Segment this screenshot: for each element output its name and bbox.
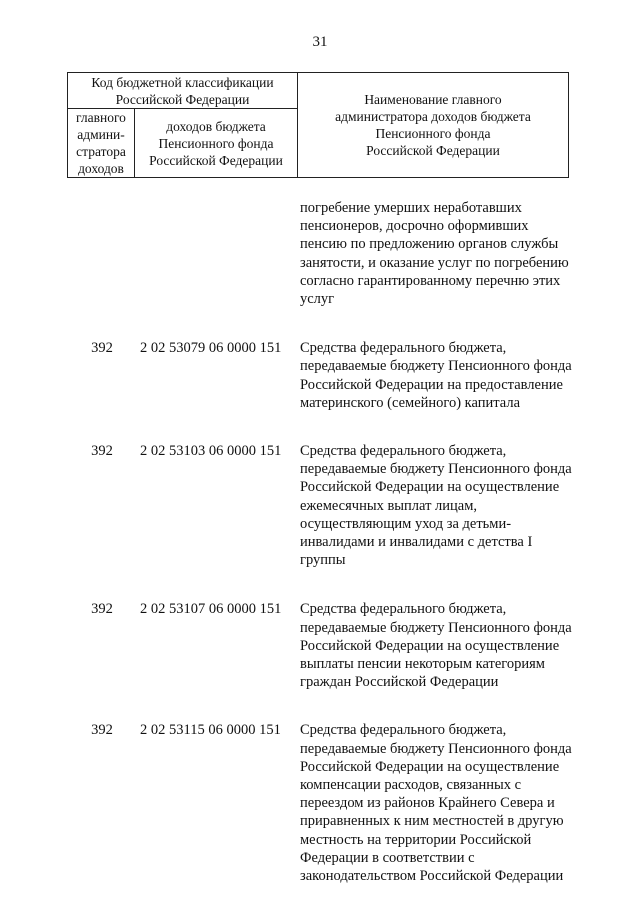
table-row <box>0 199 640 308</box>
admin-code: 392 <box>91 601 113 618</box>
admin-code: 392 <box>91 443 113 460</box>
header-table <box>67 72 569 178</box>
table-row <box>0 600 640 691</box>
row-name: Средства федерального бюджета, передаваемые бюджету Пенсионного фонда Российской Федерации на осуществление ежемесячных выплат лицам, осуществляющим уход за детьми- инвалидами и инвалидами с детства I группы <box>300 443 572 569</box>
header-col-name: Наименование главного администратора доходов бюджета Пенсионного фонда Российской Федерации <box>298 73 569 178</box>
table-row <box>0 339 640 412</box>
page-number: 31 <box>312 34 328 50</box>
header-col-income: доходов бюджета Пенсионного фонда Российской Федерации <box>135 109 298 178</box>
table-row <box>0 442 640 569</box>
row-name: погребение умерших неработавших пенсионеров, досрочно оформивших пенсию по предложению органов службы занятости, и оказание услуг по погребению согласно гарантированному перечню этих услуг <box>300 200 569 308</box>
row-name: Средства федерального бюджета, передаваемые бюджету Пенсионного фонда Российской Федерации на осуществление выплаты пенсии некоторым категориям граждан Российской Федерации <box>300 601 572 691</box>
row-name: Средства федерального бюджета, передаваемые бюджету Пенсионного фонда Российской Федерации на осуществление компенсации расходов, связанных с переездом из районов Крайнего Севера и приравненных к ним местностей в другую местность на территории Российской Федерации в соответствии с законодательством Российской Федерации <box>300 722 572 885</box>
admin-code: 392 <box>91 340 113 357</box>
admin-code: 392 <box>91 722 113 739</box>
header-group-title: Код бюджетной классификации Российской Федерации <box>68 73 298 109</box>
income-code <box>136 199 296 308</box>
header-col-admin: главного админи- стратора доходов <box>68 109 135 178</box>
table-row <box>0 721 640 885</box>
row-name: Средства федерального бюджета, передаваемые бюджету Пенсионного фонда Российской Федерации на предоставление материнского (семейного) капитала <box>300 340 572 411</box>
income-code: 2 02 53079 06 0000 151 <box>140 340 282 357</box>
table-body <box>0 199 640 885</box>
admin-code <box>68 199 136 308</box>
income-code: 2 02 53107 06 0000 151 <box>140 601 282 618</box>
income-code: 2 02 53103 06 0000 151 <box>140 443 282 460</box>
income-code: 2 02 53115 06 0000 151 <box>140 722 281 739</box>
